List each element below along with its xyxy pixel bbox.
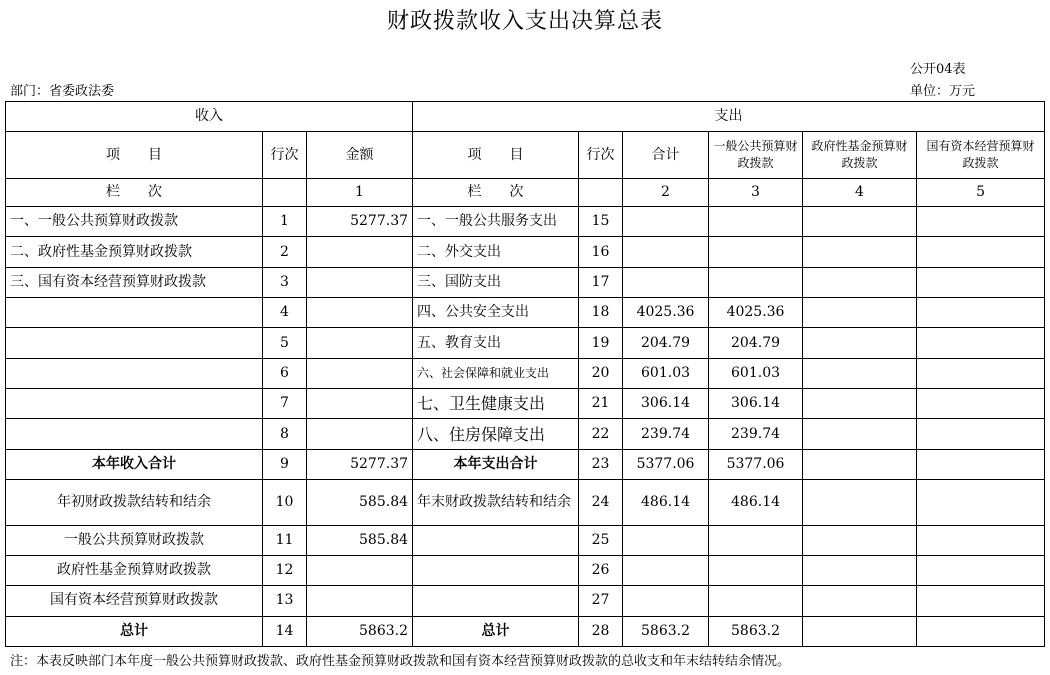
income-item: 三、国有资本经营预算财政拨款 bbox=[6, 267, 263, 297]
expense-fund bbox=[803, 267, 917, 297]
expense-general: 306.14 bbox=[709, 389, 803, 419]
income-amount: 585.84 bbox=[307, 525, 413, 555]
expense-fund bbox=[803, 586, 917, 616]
income-row-no: 14 bbox=[263, 616, 307, 646]
income-row-no: 4 bbox=[263, 298, 307, 328]
expense-soe bbox=[917, 586, 1045, 616]
page-title: 财政拨款收入支出决算总表 bbox=[386, 9, 663, 34]
income-row-no: 8 bbox=[263, 419, 307, 449]
income-item bbox=[6, 298, 263, 328]
income-row-no: 6 bbox=[263, 358, 307, 388]
expense-soe bbox=[917, 616, 1045, 646]
table-row bbox=[6, 328, 1045, 358]
income-item bbox=[6, 328, 263, 358]
income-item: 总计 bbox=[6, 616, 263, 646]
expense-general bbox=[709, 555, 803, 585]
expense-item: 二、外交支出 bbox=[413, 237, 579, 267]
expense-general: 486.14 bbox=[709, 480, 803, 526]
expense-row-no: 22 bbox=[579, 419, 623, 449]
header-row-1 bbox=[6, 102, 1045, 132]
expense-row-no: 20 bbox=[579, 358, 623, 388]
income-amount: 5277.37 bbox=[307, 449, 413, 479]
income-row-no: 1 bbox=[263, 207, 307, 237]
expense-total bbox=[623, 586, 709, 616]
table-row bbox=[6, 267, 1045, 297]
table-row bbox=[6, 389, 1045, 419]
expense-soe bbox=[917, 237, 1045, 267]
income-amount bbox=[307, 267, 413, 297]
table-row bbox=[6, 586, 1045, 616]
item-exp-header: 项 目 bbox=[413, 132, 579, 179]
income-item: 年初财政拨款结转和结余 bbox=[6, 480, 263, 526]
income-amount bbox=[307, 389, 413, 419]
expense-general bbox=[709, 525, 803, 555]
expense-header: 支出 bbox=[413, 102, 1045, 132]
expense-fund bbox=[803, 616, 917, 646]
expense-soe bbox=[917, 328, 1045, 358]
income-item: 二、政府性基金预算财政拨款 bbox=[6, 237, 263, 267]
expense-soe bbox=[917, 267, 1045, 297]
expense-total bbox=[623, 525, 709, 555]
income-item bbox=[6, 389, 263, 419]
income-row-no: 13 bbox=[263, 586, 307, 616]
expense-fund bbox=[803, 525, 917, 555]
expense-item: 八、住房保障支出 bbox=[413, 419, 579, 449]
expense-row-no: 18 bbox=[579, 298, 623, 328]
soe-budget-header: 国有资本经营预算财政拨款 bbox=[917, 132, 1045, 179]
table-row bbox=[6, 298, 1045, 328]
income-item: 一般公共预算财政拨款 bbox=[6, 525, 263, 555]
expense-fund bbox=[803, 207, 917, 237]
income-amount bbox=[307, 555, 413, 585]
table-row bbox=[6, 419, 1045, 449]
expense-soe bbox=[917, 207, 1045, 237]
table-row bbox=[6, 555, 1045, 585]
expense-soe bbox=[917, 419, 1045, 449]
expense-row-no: 21 bbox=[579, 389, 623, 419]
fund-budget-header: 政府性基金预算财政拨款 bbox=[803, 132, 917, 179]
expense-item: 四、公共安全支出 bbox=[413, 298, 579, 328]
expense-total bbox=[623, 555, 709, 585]
expense-total: 4025.36 bbox=[623, 298, 709, 328]
col-label: 栏 次 bbox=[6, 178, 263, 206]
income-row-no: 11 bbox=[263, 525, 307, 555]
expense-soe bbox=[917, 389, 1045, 419]
table-code: 公开04表 bbox=[910, 62, 966, 77]
row-no-exp-header: 行次 bbox=[579, 132, 623, 179]
footnote: 注：本表反映部门本年度一般公共预算财政拨款、政府性基金预算财政拨款和国有资本经营预算财政拨款的总收支和年末结转结余情况。 bbox=[10, 654, 791, 669]
expense-soe bbox=[917, 298, 1045, 328]
expense-general bbox=[709, 207, 803, 237]
department-label: 部门：省委政法委 bbox=[10, 84, 115, 99]
budget-table bbox=[5, 101, 1045, 647]
expense-total bbox=[623, 267, 709, 297]
col-1: 1 bbox=[307, 178, 413, 206]
general-budget-header: 一般公共预算财政拨款 bbox=[709, 132, 803, 179]
item-header: 项 目 bbox=[6, 132, 263, 179]
income-amount bbox=[307, 298, 413, 328]
expense-general: 5863.2 bbox=[709, 616, 803, 646]
expense-row-no: 16 bbox=[579, 237, 623, 267]
expense-general bbox=[709, 237, 803, 267]
expense-fund bbox=[803, 555, 917, 585]
expense-general: 239.74 bbox=[709, 419, 803, 449]
table-row bbox=[6, 449, 1045, 479]
col-5: 5 bbox=[917, 178, 1045, 206]
amount-header: 金额 bbox=[307, 132, 413, 179]
expense-fund bbox=[803, 449, 917, 479]
total-header: 合计 bbox=[623, 132, 709, 179]
expense-fund bbox=[803, 298, 917, 328]
expense-item: 一、一般公共服务支出 bbox=[413, 207, 579, 237]
income-item: 国有资本经营预算财政拨款 bbox=[6, 586, 263, 616]
expense-soe bbox=[917, 358, 1045, 388]
table-row bbox=[6, 616, 1045, 646]
expense-item: 本年支出合计 bbox=[413, 449, 579, 479]
expense-general: 601.03 bbox=[709, 358, 803, 388]
income-amount bbox=[307, 328, 413, 358]
expense-row-no: 15 bbox=[579, 207, 623, 237]
income-row-no: 10 bbox=[263, 480, 307, 526]
expense-soe bbox=[917, 525, 1045, 555]
income-amount bbox=[307, 358, 413, 388]
income-amount: 585.84 bbox=[307, 480, 413, 526]
expense-row-no: 25 bbox=[579, 525, 623, 555]
expense-item: 总计 bbox=[413, 616, 579, 646]
income-item bbox=[6, 419, 263, 449]
income-row-no: 3 bbox=[263, 267, 307, 297]
expense-general: 5377.06 bbox=[709, 449, 803, 479]
expense-general: 4025.36 bbox=[709, 298, 803, 328]
expense-general bbox=[709, 267, 803, 297]
expense-general bbox=[709, 586, 803, 616]
expense-fund bbox=[803, 328, 917, 358]
income-header: 收入 bbox=[6, 102, 413, 132]
expense-row-no: 23 bbox=[579, 449, 623, 479]
expense-soe bbox=[917, 449, 1045, 479]
expense-item bbox=[413, 525, 579, 555]
income-row-no: 5 bbox=[263, 328, 307, 358]
expense-total: 204.79 bbox=[623, 328, 709, 358]
expense-fund bbox=[803, 419, 917, 449]
income-amount: 5863.2 bbox=[307, 616, 413, 646]
income-item: 政府性基金预算财政拨款 bbox=[6, 555, 263, 585]
expense-total bbox=[623, 207, 709, 237]
table-row bbox=[6, 480, 1045, 526]
header-row-3 bbox=[6, 178, 1045, 206]
income-item bbox=[6, 358, 263, 388]
expense-item: 五、教育支出 bbox=[413, 328, 579, 358]
income-row-no: 12 bbox=[263, 555, 307, 585]
header-row-2 bbox=[6, 132, 1045, 179]
unit-label: 单位：万元 bbox=[910, 84, 976, 99]
income-amount bbox=[307, 586, 413, 616]
income-row-no: 7 bbox=[263, 389, 307, 419]
expense-row-no: 27 bbox=[579, 586, 623, 616]
expense-total bbox=[623, 237, 709, 267]
expense-item: 三、国防支出 bbox=[413, 267, 579, 297]
expense-total: 239.74 bbox=[623, 419, 709, 449]
table-row bbox=[6, 358, 1045, 388]
expense-row-no: 17 bbox=[579, 267, 623, 297]
col-3: 3 bbox=[709, 178, 803, 206]
expense-row-no: 28 bbox=[579, 616, 623, 646]
expense-general: 204.79 bbox=[709, 328, 803, 358]
expense-item: 七、卫生健康支出 bbox=[413, 389, 579, 419]
table-row bbox=[6, 237, 1045, 267]
col-label-exp: 栏 次 bbox=[413, 178, 579, 206]
expense-fund bbox=[803, 237, 917, 267]
income-row-no: 9 bbox=[263, 449, 307, 479]
col-4: 4 bbox=[803, 178, 917, 206]
row-no-header: 行次 bbox=[263, 132, 307, 179]
expense-row-no: 26 bbox=[579, 555, 623, 585]
expense-item: 六、社会保障和就业支出 bbox=[413, 358, 579, 388]
income-amount bbox=[307, 419, 413, 449]
expense-row-no: 19 bbox=[579, 328, 623, 358]
expense-total: 5863.2 bbox=[623, 616, 709, 646]
expense-soe bbox=[917, 480, 1045, 526]
table-row bbox=[6, 525, 1045, 555]
expense-total: 601.03 bbox=[623, 358, 709, 388]
income-row-no: 2 bbox=[263, 237, 307, 267]
expense-fund bbox=[803, 389, 917, 419]
table-row bbox=[6, 207, 1045, 237]
income-amount bbox=[307, 237, 413, 267]
income-amount: 5277.37 bbox=[307, 207, 413, 237]
expense-fund bbox=[803, 358, 917, 388]
expense-item bbox=[413, 586, 579, 616]
expense-total: 306.14 bbox=[623, 389, 709, 419]
income-item: 本年收入合计 bbox=[6, 449, 263, 479]
col-2: 2 bbox=[623, 178, 709, 206]
expense-row-no: 24 bbox=[579, 480, 623, 526]
expense-total: 5377.06 bbox=[623, 449, 709, 479]
expense-item: 年末财政拨款结转和结余 bbox=[413, 480, 579, 526]
expense-soe bbox=[917, 555, 1045, 585]
expense-fund bbox=[803, 480, 917, 526]
expense-item bbox=[413, 555, 579, 585]
income-item: 一、一般公共预算财政拨款 bbox=[6, 207, 263, 237]
expense-total: 486.14 bbox=[623, 480, 709, 526]
